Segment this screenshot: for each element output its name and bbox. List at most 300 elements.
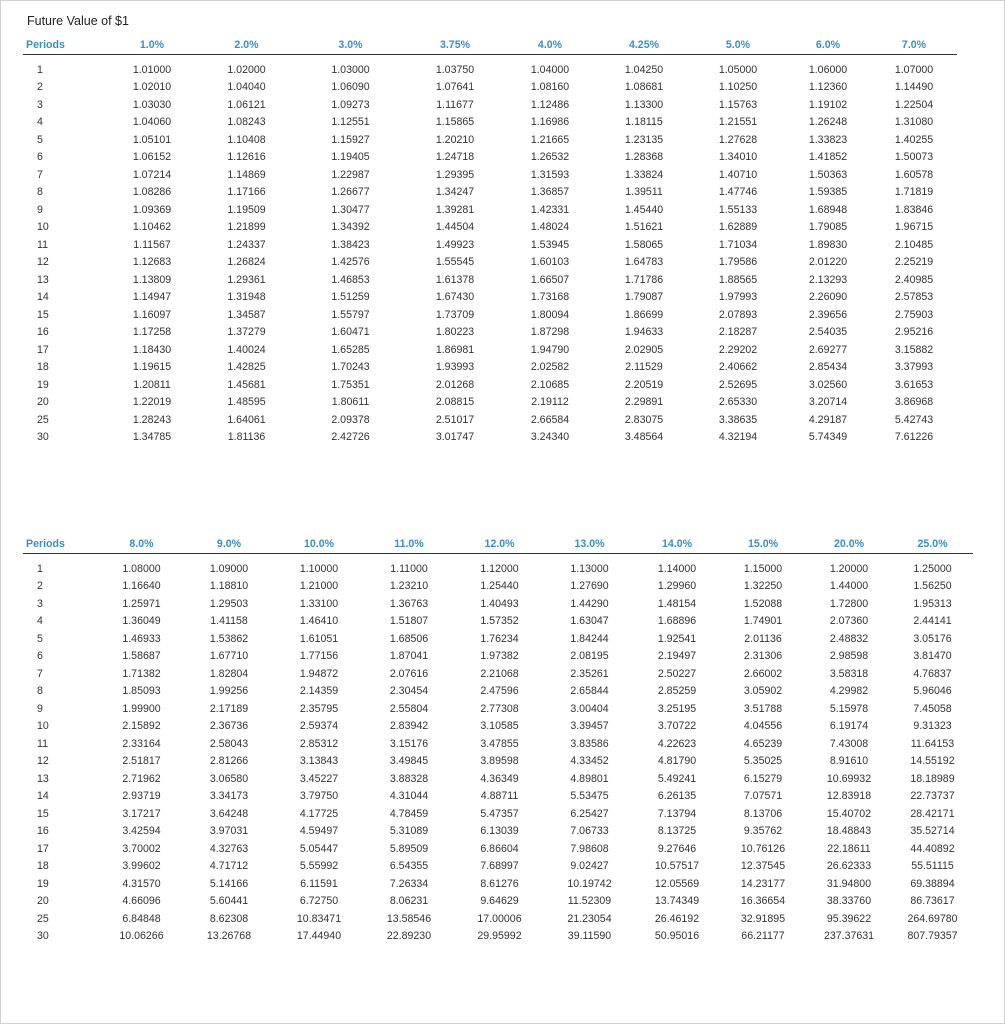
factor-cell: 12.37545: [740, 860, 786, 873]
factor-cell: 1.22987: [331, 168, 370, 181]
factor-cell: 1.66507: [530, 273, 570, 286]
period-cell: 12: [37, 256, 49, 269]
factor-cell: 21.23054: [567, 912, 612, 925]
factor-cell: 1.42825: [227, 361, 266, 374]
period-cell: 16: [37, 825, 49, 838]
factor-cell: 1.55797: [331, 308, 370, 321]
factor-cell: 1.18810: [209, 580, 249, 593]
factor-cell: 1.17258: [132, 326, 172, 339]
factor-cell: 69.38894: [910, 877, 955, 890]
factor-cell: 3.42594: [122, 825, 161, 838]
factor-cell: 1.51807: [389, 615, 429, 628]
factor-cell: 2.69277: [808, 343, 848, 356]
factor-cell: 2.98598: [829, 650, 869, 663]
table-row: [23, 131, 957, 149]
factor-cell: 7.13794: [657, 807, 697, 820]
period-cell: 20: [37, 895, 49, 908]
factor-cell: 1.94872: [299, 667, 339, 680]
factor-cell: 1.75351: [331, 378, 370, 391]
factor-cell: 1.34587: [227, 308, 266, 321]
factor-cell: 1.10408: [227, 133, 266, 146]
factor-cell: 1.50073: [894, 151, 934, 164]
factor-cell: 1.07000: [894, 63, 934, 76]
period-cell: 15: [37, 308, 49, 321]
factor-cell: 35.52714: [910, 825, 955, 838]
factor-cell: 4.76837: [913, 667, 952, 680]
factor-cell: 7.06733: [570, 825, 609, 838]
factor-cell: 1.64783: [624, 256, 664, 269]
factor-cell: 2.40985: [894, 273, 934, 286]
factor-cell: 1.44000: [829, 580, 869, 593]
rate-header: 2.0%: [199, 35, 294, 55]
factor-cell: 3.37993: [894, 361, 934, 374]
factor-cell: 3.70002: [122, 842, 161, 855]
factor-cell: 6.13039: [480, 825, 519, 838]
factor-cell: 1.14947: [132, 291, 172, 304]
factor-cell: 1.02010: [132, 81, 172, 94]
rate-header: 13.0%: [545, 534, 634, 554]
rate-header: 7.0%: [871, 35, 957, 55]
table-row: [23, 96, 957, 114]
factor-cell: 4.29187: [808, 413, 848, 426]
factor-cell: 4.04556: [743, 720, 783, 733]
rate-header: 3.75%: [407, 35, 503, 55]
factor-cell: 1.97993: [718, 291, 758, 304]
table-row: [23, 910, 973, 928]
factor-cell: 2.54035: [808, 326, 848, 339]
factor-cell: 1.31080: [894, 116, 934, 129]
factor-cell: 1.65285: [331, 343, 370, 356]
factor-cell: 1.16097: [132, 308, 172, 321]
factor-cell: 1.85093: [122, 685, 161, 698]
factor-cell: 1.20811: [133, 378, 171, 391]
factor-cell: 1.42576: [331, 256, 370, 269]
factor-cell: 1.37279: [227, 326, 266, 339]
factor-cell: 1.12360: [808, 81, 848, 94]
factor-cell: 1.11567: [133, 238, 171, 251]
factor-cell: 3.05902: [743, 685, 783, 698]
table-row: [23, 788, 973, 806]
factor-cell: 1.03030: [132, 98, 172, 111]
factor-cell: 2.57853: [894, 291, 934, 304]
table-row: [23, 613, 973, 631]
factor-cell: 1.26532: [530, 151, 570, 164]
factor-cell: 1.87298: [530, 326, 570, 339]
factor-cell: 8.13725: [657, 825, 697, 838]
factor-cell: 1.26824: [227, 256, 266, 269]
factor-cell: 1.73168: [530, 291, 570, 304]
factor-cell: 2.85312: [299, 737, 339, 750]
factor-cell: 1.03000: [331, 63, 370, 76]
factor-cell: 1.08286: [132, 186, 172, 199]
period-cell: 25: [37, 912, 49, 925]
factor-cell: 4.36349: [480, 772, 519, 785]
factor-cell: 1.24718: [435, 151, 475, 164]
factor-cell: 4.81790: [657, 755, 697, 768]
factor-cell: 5.55992: [299, 860, 339, 873]
factor-cell: 2.95216: [894, 326, 934, 339]
factor-cell: 1.86699: [624, 308, 664, 321]
factor-cell: 1.59385: [808, 186, 848, 199]
rate-header: 9.0%: [184, 534, 274, 554]
factor-cell: 1.06152: [132, 151, 172, 164]
factor-cell: 14.23177: [740, 877, 786, 890]
factor-cell: 8.62308: [209, 912, 249, 925]
table-row: [23, 683, 973, 701]
period-cell: 14: [37, 291, 49, 304]
factor-cell: 5.96046: [913, 685, 952, 698]
factor-cell: 1.09273: [331, 98, 370, 111]
factor-cell: 1.22504: [894, 98, 934, 111]
factor-cell: 8.61276: [480, 877, 519, 890]
periods-header: Periods: [23, 35, 105, 55]
factor-cell: 1.56250: [913, 580, 952, 593]
factor-cell: 8.13706: [743, 807, 783, 820]
factor-cell: 1.21899: [227, 221, 266, 234]
table-row: [23, 823, 973, 841]
factor-cell: 1.04060: [132, 116, 172, 129]
factor-cell: 14.55192: [910, 755, 955, 768]
table-bottom-body: [23, 554, 973, 946]
factor-cell: 2.81266: [209, 755, 249, 768]
factor-cell: 22.89230: [386, 930, 432, 943]
factor-cell: 1.80611: [331, 396, 370, 409]
table-row: [23, 665, 973, 683]
factor-cell: 1.39511: [625, 186, 663, 199]
factor-cell: 1.80223: [435, 326, 475, 339]
factor-cell: 26.62333: [826, 860, 872, 873]
factor-cell: 2.42726: [331, 431, 370, 444]
factor-cell: 2.93719: [122, 790, 161, 803]
rate-header: 12.0%: [454, 534, 545, 554]
rate-header: 14.0%: [634, 534, 720, 554]
factor-cell: 1.44290: [570, 597, 609, 610]
factor-cell: 5.35025: [743, 755, 783, 768]
table-row: [23, 114, 957, 132]
factor-cell: 1.29361: [227, 273, 266, 286]
periods-header: Periods: [23, 534, 99, 554]
factor-cell: 1.26677: [331, 186, 370, 199]
factor-cell: 1.25440: [480, 580, 519, 593]
factor-cell: 1.47746: [718, 186, 758, 199]
factor-cell: 1.34010: [718, 151, 758, 164]
period-cell: 1: [37, 63, 43, 76]
future-value-table-top: [23, 35, 957, 446]
factor-cell: 2.26090: [808, 291, 848, 304]
period-cell: 11: [37, 238, 48, 251]
factor-cell: 1.15927: [331, 133, 370, 146]
factor-cell: 12.05569: [654, 877, 700, 890]
factor-cell: 1.12551: [331, 116, 370, 129]
factor-cell: 1.53862: [209, 632, 249, 645]
factor-cell: 1.58065: [624, 238, 664, 251]
factor-cell: 6.15279: [743, 772, 783, 785]
factor-cell: 1.10000: [299, 562, 339, 575]
factor-cell: 1.40710: [718, 168, 758, 181]
period-cell: 9: [37, 702, 43, 715]
factor-cell: 2.65330: [718, 396, 758, 409]
factor-cell: 1.40024: [227, 343, 266, 356]
factor-cell: 2.51817: [122, 755, 161, 768]
rate-header: 10.0%: [274, 534, 364, 554]
factor-cell: 237.37631: [823, 930, 875, 943]
period-cell: 18: [37, 361, 49, 374]
factor-cell: 1.68896: [657, 615, 697, 628]
factor-cell: 2.50227: [657, 667, 697, 680]
factor-cell: 2.13293: [808, 273, 848, 286]
factor-cell: 1.77156: [299, 650, 339, 663]
future-value-table-bottom: [23, 534, 973, 945]
factor-cell: 4.59497: [299, 825, 339, 838]
factor-cell: 3.99602: [122, 860, 161, 873]
factor-cell: 9.27646: [657, 842, 697, 855]
period-cell: 3: [37, 597, 43, 610]
factor-cell: 2.14359: [299, 685, 339, 698]
factor-cell: 4.29982: [829, 685, 869, 698]
factor-cell: 95.39622: [826, 912, 872, 925]
period-cell: 15: [37, 807, 49, 820]
factor-cell: 2.39656: [808, 308, 848, 321]
factor-cell: 2.52695: [718, 378, 758, 391]
factor-cell: 10.57517: [654, 860, 700, 873]
factor-cell: 1.53945: [530, 238, 570, 251]
factor-cell: 2.75903: [894, 308, 934, 321]
factor-cell: 50.95016: [654, 930, 700, 943]
factor-cell: 3.01747: [435, 431, 475, 444]
factor-cell: 39.11590: [567, 930, 612, 943]
factor-cell: 1.24337: [227, 238, 266, 251]
factor-cell: 2.19497: [657, 650, 697, 663]
factor-cell: 3.39457: [570, 720, 609, 733]
factor-cell: 3.86968: [894, 396, 934, 409]
factor-cell: 86.73617: [910, 895, 955, 908]
factor-cell: 1.30477: [331, 203, 370, 216]
factor-cell: 1.40493: [480, 597, 519, 610]
table-row: [23, 376, 957, 394]
factor-cell: 5.49241: [657, 772, 697, 785]
rate-header: 8.0%: [99, 534, 184, 554]
factor-cell: 1.29503: [209, 597, 249, 610]
factor-cell: 3.00404: [570, 702, 609, 715]
factor-cell: 1.80094: [530, 308, 570, 321]
period-cell: 12: [37, 755, 49, 768]
factor-cell: 9.35762: [743, 825, 783, 838]
factor-cell: 3.48564: [624, 431, 664, 444]
factor-cell: 1.27690: [570, 580, 609, 593]
rate-header: 4.25%: [597, 35, 691, 55]
factor-cell: 1.15000: [743, 562, 783, 575]
factor-cell: 3.25195: [657, 702, 697, 715]
factor-cell: 7.45058: [913, 702, 952, 715]
rate-header: 20.0%: [806, 534, 892, 554]
factor-cell: 1.18115: [625, 116, 663, 129]
rate-header: 3.0%: [294, 35, 407, 55]
factor-cell: 2.15892: [122, 720, 161, 733]
factor-cell: 1.87041: [389, 650, 429, 663]
table-row: [23, 411, 957, 429]
factor-cell: 2.10685: [530, 378, 570, 391]
factor-cell: 2.01136: [744, 632, 782, 645]
factor-cell: 2.18287: [718, 326, 758, 339]
factor-cell: 2.29891: [624, 396, 664, 409]
factor-cell: 7.43008: [829, 737, 869, 750]
period-cell: 7: [37, 168, 43, 181]
table-row: [23, 306, 957, 324]
factor-cell: 1.42331: [530, 203, 570, 216]
factor-cell: 1.34785: [132, 431, 172, 444]
factor-cell: 1.71034: [718, 238, 758, 251]
factor-cell: 2.07893: [718, 308, 758, 321]
factor-cell: 5.74349: [808, 431, 848, 444]
factor-cell: 4.31570: [122, 877, 161, 890]
table-row: [23, 149, 957, 167]
factor-cell: 6.84848: [122, 912, 161, 925]
factor-cell: 15.40702: [826, 807, 872, 820]
period-cell: 30: [37, 431, 49, 444]
factor-cell: 3.38635: [718, 413, 758, 426]
factor-cell: 2.20519: [624, 378, 664, 391]
period-cell: 19: [37, 378, 49, 391]
factor-cell: 31.94800: [826, 877, 872, 890]
period-cell: 17: [37, 343, 49, 356]
table-row: [23, 630, 973, 648]
table-row: [23, 753, 973, 771]
factor-cell: 1.12683: [132, 256, 172, 269]
factor-cell: 1.51621: [624, 221, 664, 234]
table-row: [23, 718, 973, 736]
factor-cell: 9.64629: [480, 895, 519, 908]
factor-cell: 6.26135: [657, 790, 697, 803]
factor-cell: 3.45227: [299, 772, 339, 785]
factor-cell: 1.79087: [624, 291, 664, 304]
factor-cell: 3.17217: [122, 807, 161, 820]
factor-cell: 9.02427: [570, 860, 609, 873]
factor-cell: 1.52088: [743, 597, 783, 610]
factor-cell: 6.72750: [299, 895, 339, 908]
factor-cell: 2.19112: [531, 396, 569, 409]
table-row: [23, 341, 957, 359]
factor-cell: 1.60578: [894, 168, 934, 181]
factor-cell: 2.29202: [718, 343, 758, 356]
factor-cell: 2.02905: [624, 343, 664, 356]
factor-cell: 3.88328: [389, 772, 429, 785]
factor-cell: 1.05101: [132, 133, 172, 146]
factor-cell: 5.47357: [480, 807, 519, 820]
factor-cell: 2.44141: [913, 615, 952, 628]
factor-cell: 1.16986: [530, 116, 570, 129]
factor-cell: 3.15176: [389, 737, 429, 750]
table-row: [23, 429, 957, 447]
period-cell: 3: [37, 98, 43, 111]
factor-cell: 1.50363: [808, 168, 848, 181]
factor-cell: 29.95992: [477, 930, 522, 943]
rate-header: 1.0%: [105, 35, 199, 55]
factor-cell: 1.95313: [913, 597, 952, 610]
factor-cell: 1.06000: [808, 63, 848, 76]
factor-cell: 2.07616: [389, 667, 429, 680]
factor-cell: 38.33760: [826, 895, 872, 908]
factor-cell: 1.38423: [331, 238, 370, 251]
table-top-header: [23, 35, 957, 55]
factor-cell: 4.78459: [389, 807, 429, 820]
factor-cell: 1.29395: [435, 168, 475, 181]
period-cell: 30: [37, 930, 49, 943]
factor-cell: 1.99900: [122, 702, 161, 715]
factor-cell: 2.40662: [718, 361, 758, 374]
period-cell: 2: [37, 580, 43, 593]
table-row: [23, 289, 957, 307]
table-row: [23, 648, 973, 666]
factor-cell: 1.14490: [894, 81, 934, 94]
factor-cell: 17.00006: [477, 912, 522, 925]
factor-cell: 2.35261: [570, 667, 609, 680]
factor-cell: 3.61653: [894, 378, 934, 391]
factor-cell: 1.60471: [331, 326, 370, 339]
factor-cell: 1.19405: [331, 151, 370, 164]
factor-cell: 1.14869: [227, 168, 266, 181]
factor-cell: 44.40892: [910, 842, 955, 855]
factor-cell: 7.68997: [480, 860, 519, 873]
factor-cell: 1.71786: [624, 273, 664, 286]
table-row: [23, 55, 957, 79]
factor-cell: 1.19615: [132, 361, 172, 374]
factor-cell: 1.46853: [331, 273, 370, 286]
factor-cell: 3.81470: [913, 650, 952, 663]
factor-cell: 4.32194: [718, 431, 758, 444]
factor-cell: 6.25427: [570, 807, 609, 820]
factor-cell: 1.34392: [331, 221, 370, 234]
factor-cell: 2.83075: [624, 413, 664, 426]
factor-cell: 2.66002: [743, 667, 783, 680]
rate-header: 6.0%: [785, 35, 871, 55]
factor-cell: 2.09378: [331, 413, 370, 426]
period-cell: 8: [37, 186, 43, 199]
factor-cell: 1.40255: [894, 133, 934, 146]
factor-cell: 1.62889: [718, 221, 758, 234]
rate-header: 25.0%: [892, 534, 973, 554]
factor-cell: 10.19742: [567, 877, 612, 890]
factor-cell: 1.33824: [624, 168, 664, 181]
factor-cell: 2.35795: [299, 702, 339, 715]
period-cell: 5: [37, 133, 43, 146]
rate-header: 11.0%: [364, 534, 454, 554]
factor-cell: 17.44940: [296, 930, 342, 943]
factor-cell: 2.66584: [530, 413, 570, 426]
factor-cell: 1.36763: [389, 597, 429, 610]
factor-cell: 3.34173: [209, 790, 249, 803]
factor-cell: 5.89509: [389, 842, 429, 855]
factor-cell: 2.30454: [389, 685, 429, 698]
factor-cell: 1.61051: [299, 632, 339, 645]
factor-cell: 1.09369: [132, 203, 172, 216]
factor-cell: 1.61378: [435, 273, 475, 286]
factor-cell: 5.31089: [389, 825, 429, 838]
table-bottom-header: [23, 534, 973, 554]
factor-cell: 1.97382: [480, 650, 519, 663]
factor-cell: 1.19509: [227, 203, 266, 216]
factor-cell: 6.54355: [389, 860, 429, 873]
factor-cell: 1.49923: [435, 238, 475, 251]
factor-cell: 1.55133: [718, 203, 758, 216]
factor-cell: 1.10250: [718, 81, 758, 94]
factor-cell: 1.64061: [227, 413, 266, 426]
table-row: [23, 254, 957, 272]
period-cell: 8: [37, 685, 43, 698]
factor-cell: 1.76234: [480, 632, 519, 645]
factor-cell: 1.86981: [435, 343, 475, 356]
table-row: [23, 893, 973, 911]
factor-cell: 2.36736: [209, 720, 249, 733]
